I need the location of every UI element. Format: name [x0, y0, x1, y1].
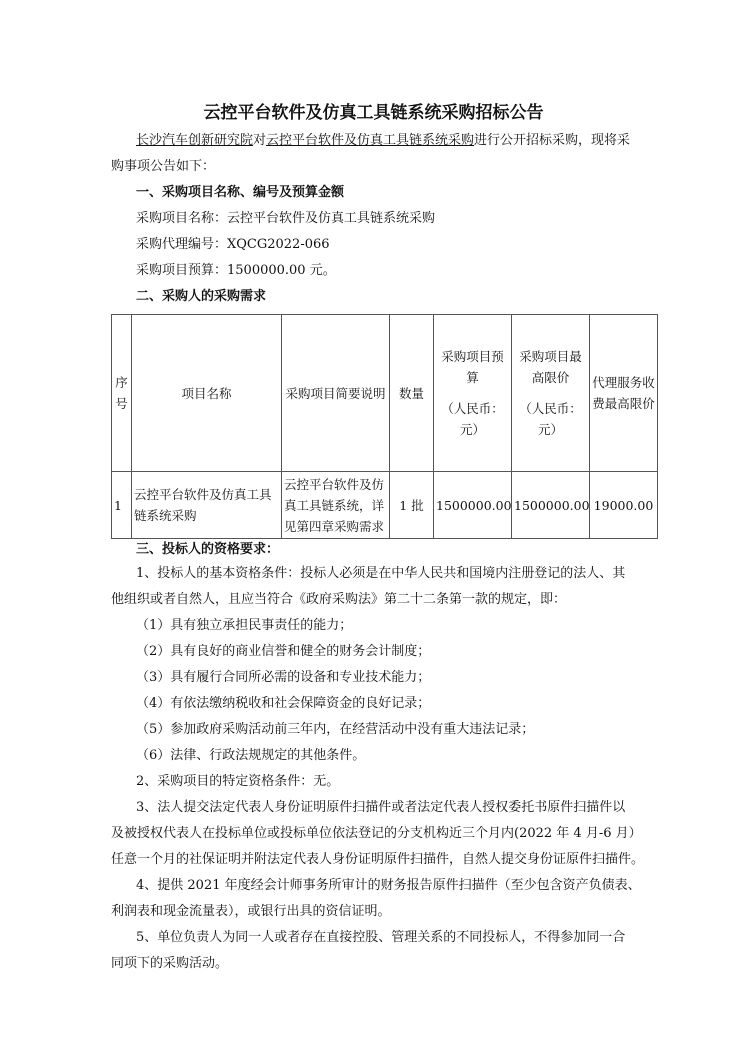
qualification-1-line-1: 1、投标人的基本资格条件：投标人必须是在中华人民共和国境内注册登记的法人、其 [136, 566, 626, 581]
budget-line: 采购项目预算：1500000.00 元。 [136, 263, 336, 278]
section-2-heading: 二、采购人的采购需求 [136, 289, 267, 304]
list-item: （5）参加政府采购活动前三年内，在经营活动中没有重大违法记录； [136, 722, 535, 737]
cell-no: 1 [112, 472, 132, 539]
qualification-5-line-2: 同项下的采购活动。 [111, 956, 229, 971]
qualification-1-line-2: 他组织或者自然人，且应当符合《政府采购法》第二十二条第一款的规定，即： [111, 592, 567, 607]
qualification-4-line-1: 4、提供 2021 年度经会计师事务所审计的财务报告原件扫描件（至少包含资产负债表、 [136, 878, 641, 893]
section-1-heading: 一、采购项目名称、编号及预算金额 [136, 185, 345, 200]
cell-max-price: 1500000.00 [512, 472, 590, 539]
cell-name: 云控平台软件及仿真工具 链系统采购 [132, 472, 282, 539]
qualification-2: 2、采购项目的特定资格条件：无。 [136, 774, 340, 789]
header-max-price: 采购项目最 高限价 （人民币： 元） [512, 315, 590, 472]
list-item: （6）法律、行政法规规定的其他条件。 [136, 748, 366, 763]
list-item: （1）具有独立承担民事责任的能力； [136, 618, 353, 633]
list-item: （4）有依法缴纳税收和社会保障资金的良好记录； [136, 696, 431, 711]
cell-qty: 1 批 [390, 472, 434, 539]
qualification-4-line-2: 利润表和现金流量表），或银行出具的资信证明。 [111, 904, 391, 919]
cell-desc: 云控平台软件及仿 真工具链系统，详 见第四章采购需求 [282, 472, 390, 539]
cell-budget: 1500000.00 [434, 472, 512, 539]
header-qty: 数量 [390, 315, 434, 472]
cell-agency-fee: 19000.00 [590, 472, 658, 539]
header-budget: 采购项目预 算 （人民币： 元） [434, 315, 512, 472]
project-name-link: 云控平台软件及仿真工具链系统采购 [266, 133, 475, 148]
qualification-5-line-1: 5、单位负责人为同一人或者存在直接控股、管理关系的不同投标人，不得参加同一合 [136, 930, 626, 945]
header-agency-fee: 代理服务收 费最高限价 [590, 315, 658, 472]
intro-line-2: 购事项公告如下： [111, 159, 216, 174]
header-no: 序 号 [112, 315, 132, 472]
list-item: （3）具有履行合同所必需的设备和专业技术能力； [136, 670, 431, 685]
project-name-line: 采购项目名称：云控平台软件及仿真工具链系统采购 [136, 211, 436, 226]
header-desc: 采购项目简要说明 [282, 315, 390, 472]
header-name: 项目名称 [132, 315, 282, 472]
section-3-heading: 三、投标人的资格要求： [136, 542, 280, 557]
table-header-row [112, 315, 658, 472]
purchaser-name: 长沙汽车创新研究院 [136, 133, 254, 148]
qualification-3-line-3: 任意一个月的社保证明并附法定代表人身份证明原件扫描件，自然人提交身份证原件扫描件。 [111, 852, 645, 867]
table-row [112, 472, 658, 539]
requirements-table [111, 314, 658, 539]
qualification-3-line-1: 3、法人提交法定代表人身份证明原件扫描件或者法定代表人授权委托书原件扫描件以 [136, 800, 626, 815]
qualification-3-line-2: 及被授权代表人在投标单位或投标单位依法登记的分支机构近三个月内(2022 年 4 月-6 月） [111, 826, 642, 841]
intro-line-1: 长沙汽车创新研究院对云控平台软件及仿真工具链系统采购进行公开招标采购，现将采 [136, 133, 631, 148]
page-title: 云控平台软件及仿真工具链系统采购招标公告 [203, 103, 544, 123]
agency-code-line: 采购代理编号：XQCG2022-066 [136, 237, 330, 252]
list-item: （2）具有良好的商业信誉和健全的财务会计制度； [136, 644, 431, 659]
